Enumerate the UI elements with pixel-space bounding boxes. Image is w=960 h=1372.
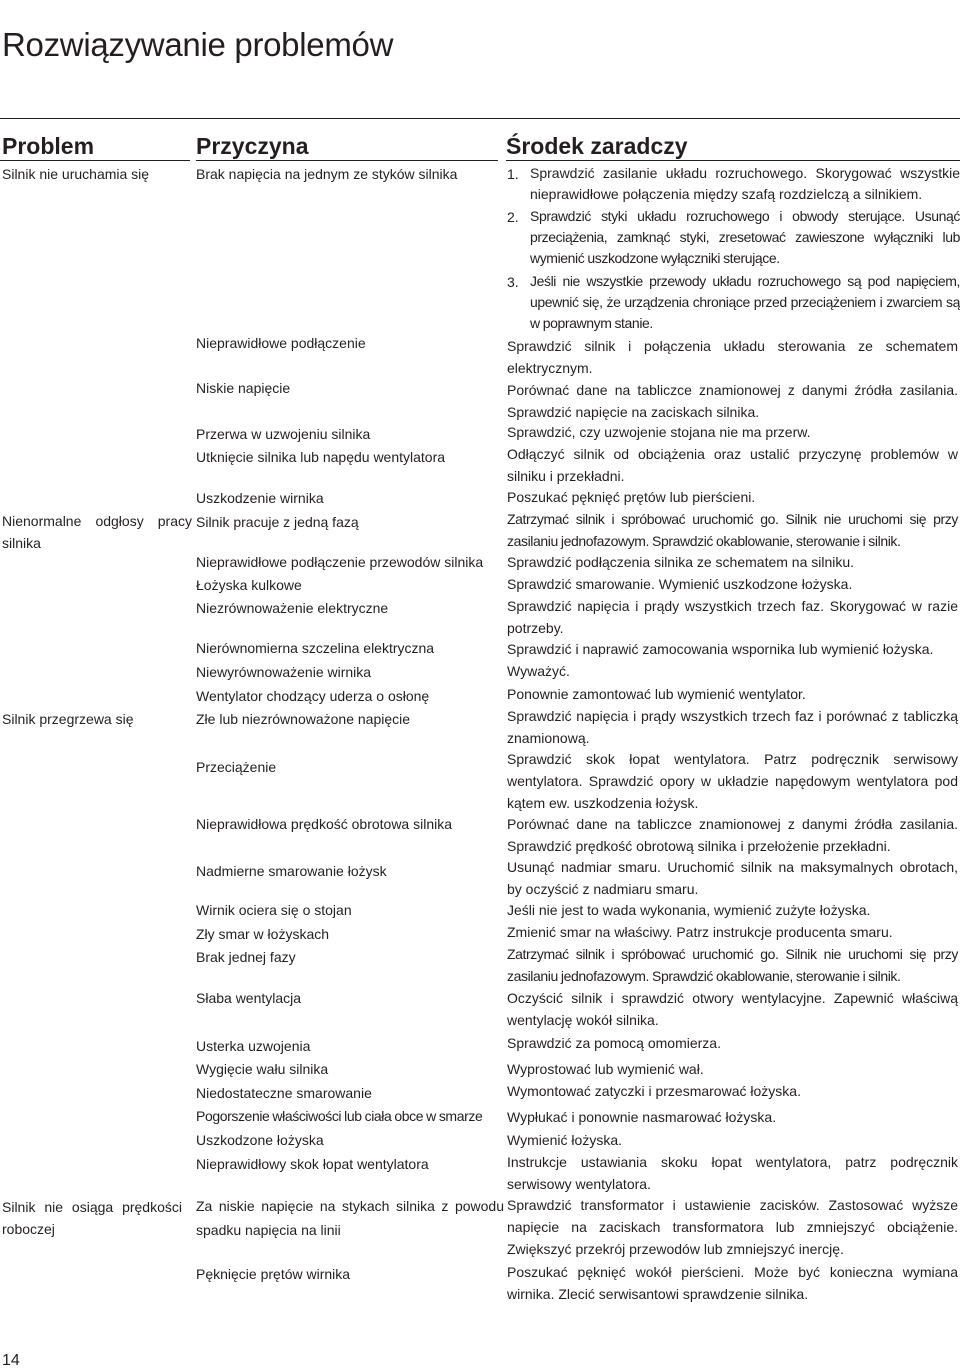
header-problem-rule bbox=[0, 160, 190, 161]
remedy-text: Instrukcje ustawiania skoku łopat wentylatora, patrz podręcznik serwisowy wentylatora. bbox=[507, 1154, 958, 1192]
remedy-text: Poszukać pęknięć prętów lub pierścieni. bbox=[507, 489, 756, 505]
remedy-text: Sprawdzić skok łopat wentylatora. Patrz podręcznik serwisowy wentylatora. Sprawdzić opory w układzie napędowym wentylatora pod kątem ew. uszkodzenia łożysk. bbox=[507, 751, 958, 811]
remedy-text: Zmienić smar na właściwy. Patrz instrukcje producenta smaru. bbox=[507, 924, 893, 940]
cause-text: Niewyrównoważenie wirnika bbox=[196, 664, 372, 680]
remedy-text: Zatrzymać silnik i spróbować uruchomić go. Silnik nie uruchomi się przy zasilaniu jednofazowym. Sprawdzić okablowanie, sterowanie i silnik. bbox=[507, 946, 958, 984]
cause-text: Brak jednej fazy bbox=[196, 949, 296, 965]
cause-text: Wentylator chodzący uderza o osłonę bbox=[196, 688, 430, 704]
remedy-text: Sprawdzić za pomocą omomierza. bbox=[507, 1035, 721, 1051]
cause-text: Usterka uzwojenia bbox=[196, 1038, 311, 1054]
cause-text: Brak napięcia na jednym ze styków silnika bbox=[196, 166, 458, 182]
cause-text: Zły smar w łożyskach bbox=[196, 926, 330, 942]
title-rule bbox=[0, 118, 960, 119]
remedy-text: Usunąć nadmiar smaru. Uruchomić silnik na maksymalnych obrotach, by oczyścić z nadmiaru smaru. bbox=[507, 859, 958, 897]
cause-text: Nadmierne smarowanie łożysk bbox=[196, 863, 387, 879]
cause-text: Wirnik ociera się o stojan bbox=[196, 902, 352, 918]
cause-text: Pęknięcie prętów wirnika bbox=[196, 1266, 351, 1282]
cause-text: Utknięcie silnika lub napędu wentylatora bbox=[196, 449, 446, 465]
header-remedy: Środek zaradczy bbox=[506, 133, 688, 159]
remedy-text: Sprawdzić podłączenia silnika ze schematem na silniku. bbox=[507, 554, 855, 570]
remedy-text: Wypłukać i ponownie nasmarować łożyska. bbox=[507, 1109, 777, 1125]
cause-text: Nierównomierna szczelina elektryczna bbox=[196, 640, 435, 656]
cause-text: Nieprawidłowy skok łopat wentylatora bbox=[196, 1156, 429, 1172]
remedy-text: Wymienić łożyska. bbox=[507, 1132, 623, 1148]
problem-low-speed: Silnik nie osiąga prędkości roboczej bbox=[2, 1199, 182, 1237]
remedy-text: Sprawdzić napięcia i prądy wszystkich trzech faz i porównać z tabliczką znamionową. bbox=[507, 708, 958, 746]
remedy-text: Sprawdzić silnik i połączenia układu sterowania ze schematem elektrycznym. bbox=[507, 338, 958, 376]
remedy-text: Sprawdzić napięcia i prądy wszystkich trzech faz. Skorygować w razie potrzeby. bbox=[507, 598, 958, 636]
cause-text: Wygięcie wału silnika bbox=[196, 1061, 329, 1077]
remedy-text: Porównać dane na tabliczce znamionowej z danymi źródła zasilania. Sprawdzić prędkość obrotową silnika i przełożenie przekładni. bbox=[507, 816, 958, 854]
cause-text: Niezrównoważenie elektryczne bbox=[196, 600, 389, 616]
remedy-text: Wyważyć. bbox=[507, 663, 570, 679]
list-number: 1. bbox=[507, 166, 519, 182]
list-number: 2. bbox=[507, 209, 519, 225]
remedy-text: Sprawdzić i naprawić zamocowania wspornika lub wymienić łożyska. bbox=[507, 641, 934, 657]
remedy-text: Poszukać pęknięć wokół pierścieni. Może być konieczna wymiana wirnika. Zlecić serwisantowi sprawdzenie silnika. bbox=[507, 1264, 958, 1302]
header-remedy-rule bbox=[506, 160, 960, 161]
problem-overheating: Silnik przegrzewa się bbox=[2, 711, 134, 727]
list-number: 3. bbox=[507, 274, 519, 290]
cause-text: Niedostateczne smarowanie bbox=[196, 1085, 372, 1101]
remedy-text: Oczyścić silnik i sprawdzić otwory wentylacyjne. Zapewnić właściwą wentylację wokół silnika. bbox=[507, 990, 958, 1028]
remedy-text: Sprawdzić transformator i ustawienie zacisków. Zastosować wyższe napięcie na zaciskach transformatora lub zmniejszyć obciążenie. Zwiększyć przekrój przewodów lub zmniejszyć inercję. bbox=[507, 1197, 958, 1257]
header-cause-rule bbox=[196, 160, 498, 161]
remedy-text: Jeśli nie jest to wada wykonania, wymienić zużyte łożyska. bbox=[507, 902, 871, 918]
remedy-text: Sprawdzić smarowanie. Wymienić uszkodzone łożyska. bbox=[507, 576, 853, 592]
page-number: 14 bbox=[2, 1352, 20, 1369]
remedy-text: Zatrzymać silnik i spróbować uruchomić go. Silnik nie uruchomi się przy zasilaniu jednofazowym. Sprawdzić okablowanie, sterowanie i silnik. bbox=[507, 511, 958, 549]
remedy-text: Odłączyć silnik od obciążenia oraz ustalić przyczynę problemów w silniku i przekładni. bbox=[507, 446, 958, 484]
remedy-text: Sprawdzić styki układu rozruchowego i obwody sterujące. Usunąć przeciążenia, zamknąć styki, zresetować zawieszone wyłączniki lub wymienić uszkodzone wyłączniki sterujące. bbox=[530, 208, 960, 266]
problem-not-starting: Silnik nie uruchamia się bbox=[2, 166, 150, 182]
cause-text: Pogorszenie właściwości lub ciała obce w smarze bbox=[196, 1108, 483, 1124]
remedy-text: Sprawdzić, czy uzwojenie stojana nie ma przerw. bbox=[507, 424, 811, 440]
remedy-text: Jeśli nie wszystkie przewody układu rozruchowego są pod napięciem, upewnić się, że urządzenia chroniące przed przeciążeniem i zwarciem są w poprawnym stanie. bbox=[530, 273, 960, 331]
problem-abnormal-noise: Nienormalne odgłosy pracy silnika bbox=[2, 513, 192, 551]
cause-text: Łożyska kulkowe bbox=[196, 577, 302, 593]
page-title: Rozwiązywanie problemów bbox=[2, 26, 394, 63]
header-cause: Przyczyna bbox=[196, 133, 309, 159]
cause-text: Uszkodzenie wirnika bbox=[196, 490, 324, 506]
remedy-text: Wyprostować lub wymienić wał. bbox=[507, 1061, 704, 1077]
cause-text: Nieprawidłowa prędkość obrotowa silnika bbox=[196, 816, 453, 832]
cause-text: Niskie napięcie bbox=[196, 380, 291, 396]
cause-text: Za niskie napięcie na stykach silnika z powodu spadku napięcia na linii bbox=[196, 1198, 504, 1238]
cause-text: Nieprawidłowe podłączenie bbox=[196, 335, 366, 351]
cause-text: Nieprawidłowe podłączenie przewodów silnika bbox=[196, 554, 484, 570]
cause-text: Przeciążenie bbox=[196, 759, 277, 775]
cause-text: Przerwa w uzwojeniu silnika bbox=[196, 426, 371, 442]
remedy-text: Sprawdzić zasilanie układu rozruchowego. Skorygować wszystkie nieprawidłowe połączenia między szafą rozdzielczą a silnikiem. bbox=[530, 165, 960, 202]
cause-text: Silnik pracuje z jedną fazą bbox=[196, 514, 359, 530]
remedy-text: Wymontować zatyczki i przesmarować łożyska. bbox=[507, 1083, 801, 1099]
remedy-text: Ponownie zamontować lub wymienić wentylator. bbox=[507, 686, 806, 702]
cause-text: Słaba wentylacja bbox=[196, 990, 302, 1006]
cause-text: Uszkodzone łożyska bbox=[196, 1132, 324, 1148]
remedy-text: Porównać dane na tabliczce znamionowej z danymi źródła zasilania. Sprawdzić napięcie na zaciskach silnika. bbox=[507, 382, 958, 420]
header-problem: Problem bbox=[2, 133, 95, 159]
cause-text: Złe lub niezrównoważone napięcie bbox=[196, 711, 411, 727]
